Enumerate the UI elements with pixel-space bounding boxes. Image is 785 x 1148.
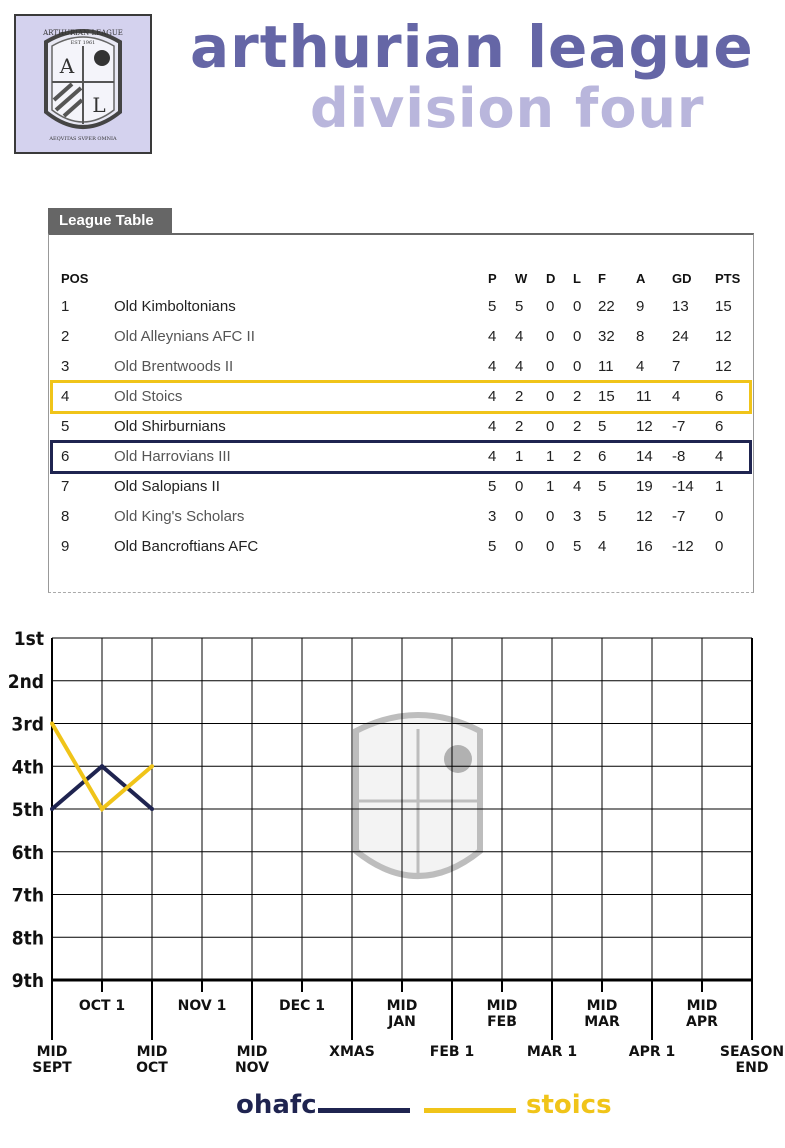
team-name: Old Bancroftians AFC <box>114 538 259 555</box>
x-tick-label: SEPT <box>32 1060 72 1076</box>
table-cell: -12 <box>672 538 694 555</box>
x-tick-label: XMAS <box>329 1044 375 1060</box>
table-cell: 7 <box>672 358 681 375</box>
table-cell: 5 <box>488 538 497 555</box>
page-title-line1: arthurian league <box>190 13 754 81</box>
table-cell: -7 <box>672 418 686 435</box>
table-cell: -8 <box>672 448 686 465</box>
table-cell: 12 <box>636 418 653 435</box>
table-cell: 1 <box>715 478 724 495</box>
y-tick-label: 7th <box>11 884 44 907</box>
table-cell: 1 <box>546 448 555 465</box>
table-cell: 3 <box>488 508 497 525</box>
table-cell: -14 <box>672 478 694 495</box>
table-cell: 0 <box>546 358 555 375</box>
y-tick-label: 1st <box>13 628 44 650</box>
series-point-ohafc <box>50 807 54 811</box>
table-cell: 9 <box>61 538 70 555</box>
series-point-stoics <box>100 807 104 811</box>
table-cell: 1 <box>546 478 555 495</box>
table-header-cell: F <box>598 271 606 286</box>
table-cell: 6 <box>598 448 607 465</box>
table-cell: 0 <box>546 328 555 345</box>
logo-letter-a: A <box>59 54 75 78</box>
table-cell: 2 <box>515 388 524 405</box>
table-cell: 11 <box>636 388 652 405</box>
table-cell: 9 <box>636 298 645 315</box>
table-cell: 5 <box>573 538 582 555</box>
table-cell: 2 <box>573 448 582 465</box>
table-cell: 2 <box>515 418 524 435</box>
y-tick-label: 2nd <box>7 670 44 693</box>
series-point-stoics <box>150 764 154 768</box>
table-cell: 3 <box>61 358 70 375</box>
table-cell: 0 <box>515 478 524 495</box>
table-cell: 5 <box>488 478 497 495</box>
legend-ohafc-line <box>318 1108 410 1113</box>
table-cell: 14 <box>636 448 653 465</box>
table-cell: 5 <box>598 478 607 495</box>
table-cell: 2 <box>61 328 70 345</box>
table-cell: 0 <box>715 538 724 555</box>
table-cell: 4 <box>515 328 524 345</box>
table-cell: 4 <box>488 358 497 375</box>
table-cell: 3 <box>573 508 582 525</box>
team-name: Old Stoics <box>114 388 183 405</box>
table-cell: 5 <box>488 298 497 315</box>
table-cell: 12 <box>715 358 732 375</box>
team-name: Old Shirburnians <box>114 418 226 435</box>
series-point-stoics <box>50 722 54 726</box>
x-tick-label: FEB <box>487 1014 517 1030</box>
table-cell: 6 <box>715 388 724 405</box>
table-cell: 12 <box>715 328 732 345</box>
x-tick-label: JAN <box>388 1014 416 1030</box>
table-cell: 8 <box>636 328 645 345</box>
logo-arc-text: ARTHURIAN LEAGUE <box>43 29 123 37</box>
table-cell: 19 <box>636 478 653 495</box>
table-cell: 2 <box>573 418 582 435</box>
y-tick-label: 3rd <box>11 713 44 736</box>
table-cell: 0 <box>546 508 555 525</box>
x-tick-label: NOV <box>234 1060 270 1076</box>
team-name: Old Alleynians AFC II <box>114 328 255 345</box>
x-tick-label: APR <box>686 1014 718 1030</box>
table-cell: 0 <box>546 418 555 435</box>
table-cell: 5 <box>598 418 607 435</box>
legend-ohafc-label: ohafc <box>236 1090 317 1120</box>
table-cell: 8 <box>61 508 70 525</box>
position-chart <box>0 600 785 1090</box>
series-point-ohafc <box>100 764 104 768</box>
y-tick-label: 4th <box>11 756 44 779</box>
logo-motto: AEQVITAS SVPER OMNIA <box>49 136 117 142</box>
x-tick-label: END <box>735 1060 769 1076</box>
table-cell: 4 <box>598 538 607 555</box>
y-tick-label: 8th <box>11 927 44 950</box>
table-header-cell: A <box>636 271 646 286</box>
table-cell: 13 <box>672 298 689 315</box>
legend-stoics-line <box>424 1108 516 1113</box>
table-cell: 15 <box>598 388 615 405</box>
x-tick-label: MID <box>586 998 618 1014</box>
x-tick-label: MID <box>36 1044 68 1060</box>
table-cell: 0 <box>515 538 524 555</box>
x-tick-label: SEASON <box>719 1044 785 1060</box>
x-tick-label: OCT <box>136 1060 168 1076</box>
series-point-ohafc <box>150 807 154 811</box>
team-name: Old Salopians II <box>114 478 220 495</box>
team-name: Old Brentwoods II <box>114 358 234 375</box>
x-tick-label: MID <box>136 1044 168 1060</box>
table-cell: 4 <box>672 388 681 405</box>
table-cell: -7 <box>672 508 686 525</box>
table-cell: 4 <box>488 328 497 345</box>
team-name: Old Kimboltonians <box>114 298 236 315</box>
team-name: Old Harrovians III <box>114 448 231 465</box>
legend-stoics-label: stoics <box>526 1090 612 1120</box>
table-cell: 0 <box>715 508 724 525</box>
table-cell: 4 <box>573 478 582 495</box>
table-cell: 0 <box>573 328 582 345</box>
league-logo <box>14 14 152 154</box>
x-tick-label: MAR 1 <box>526 1044 578 1060</box>
x-tick-label: MID <box>236 1044 268 1060</box>
table-cell: 16 <box>636 538 653 555</box>
x-tick-label: MID <box>686 998 718 1014</box>
table-cell: 15 <box>715 298 732 315</box>
table-cell: 4 <box>61 388 70 405</box>
table-cell: 7 <box>61 478 70 495</box>
table-cell: 5 <box>515 298 524 315</box>
y-tick-label: 6th <box>11 841 44 864</box>
table-cell: 32 <box>598 328 615 345</box>
table-header-cell: L <box>573 271 581 286</box>
table-header-cell: POS <box>61 271 89 286</box>
table-header-cell: W <box>515 271 528 286</box>
y-tick-label: 5th <box>11 799 44 821</box>
table-cell: 24 <box>672 328 689 345</box>
logo-est-text: EST 1961 <box>70 40 96 46</box>
table-cell: 2 <box>573 388 582 405</box>
x-tick-label: NOV 1 <box>177 998 227 1014</box>
table-cell: 0 <box>546 298 555 315</box>
table-header-cell: P <box>488 271 497 286</box>
table-cell: 22 <box>598 298 615 315</box>
x-tick-label: DEC 1 <box>278 998 326 1014</box>
table-header-cell: PTS <box>715 271 741 286</box>
x-tick-label: MID <box>386 998 418 1014</box>
table-cell: 12 <box>636 508 653 525</box>
table-cell: 0 <box>573 298 582 315</box>
table-cell: 0 <box>573 358 582 375</box>
table-cell: 4 <box>636 358 645 375</box>
table-cell: 6 <box>61 448 70 465</box>
table-cell: 6 <box>715 418 724 435</box>
y-tick-label: 9th <box>11 970 44 992</box>
table-cell: 11 <box>598 358 614 375</box>
table-cell: 1 <box>515 448 524 465</box>
table-cell: 0 <box>546 388 555 405</box>
table-header-cell: GD <box>672 271 692 286</box>
table-cell: 5 <box>61 418 70 435</box>
table-cell: 4 <box>515 358 524 375</box>
table-cell: 4 <box>715 448 724 465</box>
table-cell: 0 <box>515 508 524 525</box>
table-cell: 4 <box>488 388 497 405</box>
table-cell: 5 <box>598 508 607 525</box>
league-table-tab[interactable]: League Table <box>48 208 172 234</box>
team-name: Old King's Scholars <box>114 508 245 525</box>
table-cell: 4 <box>488 418 497 435</box>
table-cell: 0 <box>546 538 555 555</box>
x-tick-label: MAR <box>584 1014 620 1030</box>
x-tick-label: FEB 1 <box>429 1044 475 1060</box>
x-tick-label: APR 1 <box>628 1044 676 1060</box>
table-cell: 1 <box>61 298 70 315</box>
x-tick-label: MID <box>486 998 518 1014</box>
page-title-line2: division four <box>310 77 705 140</box>
table-cell: 4 <box>488 448 497 465</box>
table-header-cell: D <box>546 271 556 286</box>
logo-letter-l: L <box>92 93 106 117</box>
x-tick-label: OCT 1 <box>78 998 126 1014</box>
